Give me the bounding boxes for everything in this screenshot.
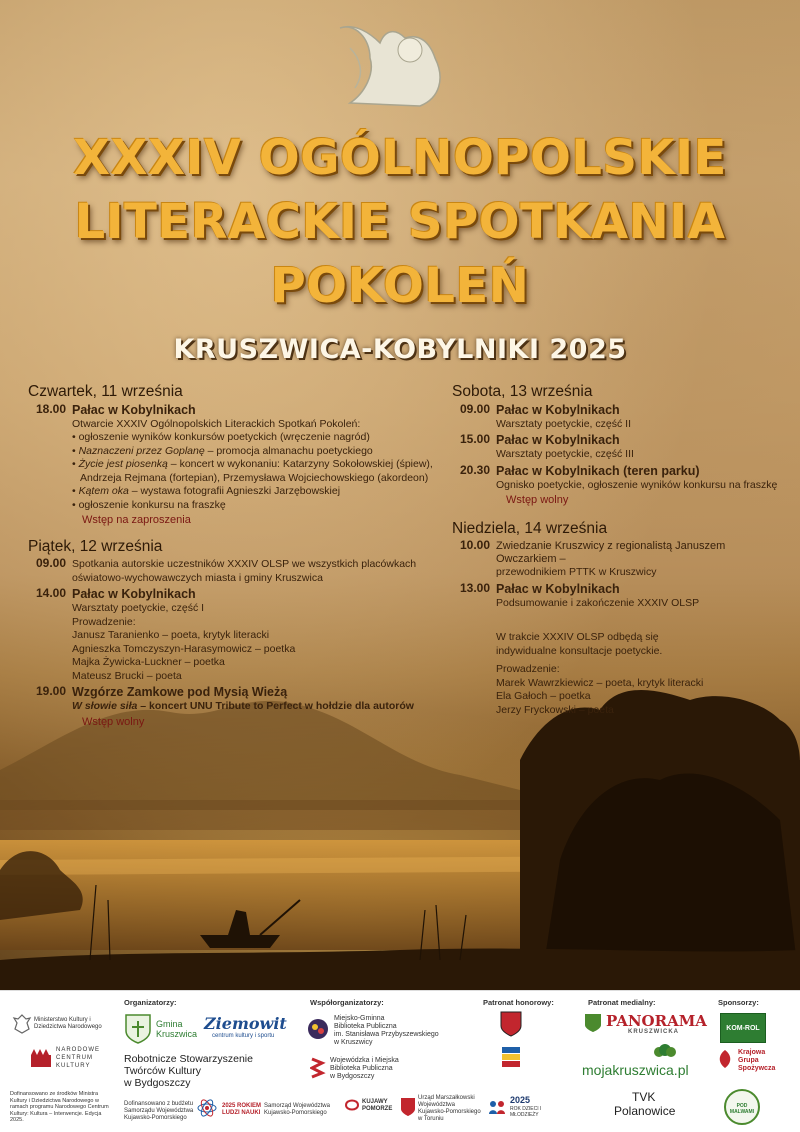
event	[452, 582, 782, 610]
event-place: Wzgórze Zamkowe pod Mysią Wieżą	[72, 685, 288, 699]
bullet-text: – promocja almanachu poetyckiego	[204, 444, 373, 457]
komrol-text: KOM-ROL	[726, 1025, 760, 1032]
kp-text: POMORZE	[362, 1106, 393, 1112]
kgs-leaf-icon	[716, 1049, 734, 1069]
event-place: Pałac w Kobylnikach	[496, 581, 620, 596]
event-location-year: KRUSZWICA-KOBYLNIKI 2025	[173, 334, 627, 365]
event-text: Prowadzenie:	[72, 615, 136, 628]
bullet-italic: Życie jest piosenką	[78, 458, 168, 470]
consultations-note	[496, 631, 782, 716]
event-text: Warsztaty poetyckie, część I	[72, 602, 205, 614]
event-text: Janusz Taranienko – poeta, krytyk literacki	[72, 629, 270, 641]
schedule-right-column	[452, 383, 782, 716]
nck-text: CENTRUM	[56, 1055, 93, 1061]
um-crest-icon	[400, 1097, 416, 1117]
event	[28, 685, 438, 728]
moja-kruszwica-icon	[652, 1043, 678, 1061]
day-heading: Czwartek, 11 września	[28, 383, 183, 400]
note-text: Marek Wawrzkiewicz – poeta, krytyk literacki	[496, 676, 704, 689]
entry-info: Wstęp wolny	[506, 494, 569, 506]
um-text: Województwa	[418, 1102, 455, 1108]
panorama-crest-icon	[584, 1013, 602, 1033]
event	[452, 433, 782, 461]
event-text-part: – koncert UNU Tribute to Perfect w hołdzie dla autorów	[137, 700, 414, 712]
sponsors-header: Sponsorzy:	[718, 998, 759, 1007]
event-time: 19.00	[36, 684, 67, 698]
budget-note: Samorządu Województwa	[124, 1108, 194, 1114]
title-line-3: POKOLEŃ	[270, 258, 530, 314]
event	[452, 539, 782, 579]
ziemowit-logo: Ziemowit	[204, 1014, 287, 1033]
media-patronage-header: Patronat medialny:	[588, 998, 656, 1007]
funding-note: Dofinansowano ze środków Ministra Kultury i Dziedzictwa Narodowego w ramach programu Narodowego Centrum Kultury: Kultura – Interwencje. Edycja 2025.	[10, 1091, 109, 1123]
people-icon	[488, 1099, 506, 1115]
event-text: Podsumowanie i zakończenie XXXIV OLSP	[496, 596, 700, 609]
event-bullet	[72, 499, 438, 512]
event	[452, 403, 782, 431]
rstk-name: Twórców Kultury	[124, 1065, 202, 1077]
day-heading: Niedziela, 14 września	[452, 519, 608, 537]
event-text: Warsztaty poetyckie, część II	[496, 417, 631, 430]
pod-malwami-logo	[724, 1089, 760, 1125]
event-place: Pałac w Kobylnikach	[72, 402, 196, 417]
event-time: 09.00	[36, 556, 67, 570]
event-text: Zwiedzanie Kruszwicy z regionalistą Januszem Owczarkiem –	[496, 540, 726, 565]
note-text: indywidualne konsultacje poetyckie.	[496, 644, 663, 657]
event-text: Agnieszka Tomczyszyn-Harasymowicz – poetka	[72, 642, 296, 655]
event-text: Majka Żywicka-Luckner – poetka	[72, 656, 225, 668]
wimbp-name: Biblioteka Publiczna	[330, 1065, 393, 1072]
gmina-crest-icon	[124, 1013, 152, 1045]
event-time: 20.30	[460, 462, 491, 477]
event-bullet	[72, 431, 438, 444]
mgbp-name: Biblioteka Publiczna	[334, 1023, 397, 1030]
pod-malwami-text: POD MALWAMI	[729, 1103, 755, 1115]
budget-note: Dofinansowano z budżetu	[124, 1101, 194, 1107]
ministry-name: Ministerstwo Kultury i Dziedzictwa Narodowego	[34, 1017, 102, 1030]
event	[28, 403, 438, 527]
honorary-patronage-header: Patronat honorowy:	[483, 998, 554, 1007]
coorganizers-header: Współorganizatorzy:	[310, 998, 384, 1007]
wimbp-name: w Bydgoszczy	[330, 1073, 375, 1080]
rstk-name: Robotnicze Stowarzyszenie	[124, 1053, 253, 1065]
event-time: 15.00	[460, 432, 491, 446]
kgs-text: Grupa	[738, 1057, 759, 1064]
event-text: Andrzeja Rejmana (fortepian), Przemysława Wojciechowskiego (akordeon)	[80, 471, 429, 484]
entry-info: Wstęp na zaproszenia	[82, 514, 191, 526]
event-text: oświatowo-wychowawczych miasta i gminy Kruszwica	[72, 571, 323, 584]
event-place: Pałac w Kobylnikach	[496, 433, 620, 447]
note-text: Jerzy Fryckowski – poeta	[496, 703, 614, 716]
mgbp-name: im. Stanisława Przybyszewskiego	[334, 1031, 439, 1038]
kp-text: KUJAWY	[362, 1099, 388, 1105]
event-text	[72, 700, 438, 713]
moja-kruszwica-logo: mojakruszwica.pl	[582, 1062, 689, 1078]
mgbp-name: w Kruszwicy	[334, 1039, 373, 1046]
event-time: 09.00	[460, 401, 491, 416]
samorzad-text: Kujawsko-Pomorskiego	[264, 1110, 327, 1116]
bullet-italic: Naznaczeni przez Goplanę	[78, 444, 205, 457]
event-text: przewodnikiem PTTK w Kruszwicy	[496, 566, 657, 578]
atom-icon	[196, 1097, 218, 1119]
um-text: Kujawsko-Pomorskiego	[418, 1109, 481, 1115]
year-2025-sub: ROK DZIECI I MŁODZIEŻY	[510, 1106, 542, 1118]
year-logo-text: 2025 ROKIEM	[222, 1103, 262, 1109]
samorzad-text: Samorząd Województwa	[264, 1103, 330, 1109]
bullet-text: – koncert w wykonaniu: Katarzyny Sokołowskiej (śpiew),	[167, 458, 433, 470]
tvk-text: Polanowice	[614, 1104, 676, 1118]
event-time: 18.00	[36, 401, 67, 416]
nck-text: KULTURY	[56, 1063, 91, 1069]
um-text: w Toruniu	[418, 1116, 444, 1122]
kgs-text: Spożywcza	[738, 1065, 776, 1072]
entry-info: Wstęp wolny	[82, 715, 145, 728]
year-logo-text: LUDZI NAUKI	[222, 1110, 261, 1116]
event-bullet	[72, 485, 438, 498]
wimbp-logo-icon	[310, 1057, 326, 1079]
wimbp-name: Wojewódzka i Miejska	[330, 1057, 399, 1064]
kgs-text: Krajowa	[738, 1049, 766, 1056]
komrol-logo	[720, 1013, 766, 1043]
event-place: Pałac w Kobylnikach	[72, 587, 196, 601]
event-text: Mateusz Brucki – poeta	[72, 669, 182, 682]
bullet-italic: Kątem oka	[78, 485, 129, 497]
um-text: Urząd Marszałkowski	[418, 1095, 475, 1101]
event-text: Ognisko poetyckie, ogłoszenie wyników konkursu na fraszkę	[496, 478, 778, 491]
day-heading: Sobota, 13 września	[452, 383, 593, 400]
bullet-text: – wystawa fotografii Agnieszki Jarzębowskiej	[128, 485, 341, 497]
year-2025-text: 2025	[510, 1095, 531, 1105]
event-time: 14.00	[36, 586, 67, 600]
mgbp-name: Miejsko-Gminna	[334, 1015, 385, 1022]
panorama-sub: KRUSZWICKA	[628, 1029, 679, 1035]
title-line-2: LITERACKIE SPOTKANIA	[74, 194, 726, 250]
note-text: Prowadzenie:	[496, 663, 560, 675]
event-text: Otwarcie XXXIV Ogólnopolskich Literackich Spotkań Pokoleń:	[72, 417, 361, 430]
rstk-name: w Bydgoszczy	[124, 1077, 191, 1089]
honorary-badge-icon	[500, 1045, 522, 1069]
event-text: Warsztaty poetyckie, część III	[496, 448, 634, 460]
nck-text: NARODOWE	[56, 1047, 100, 1053]
angel-sculpture-image	[330, 18, 450, 108]
event-bullet	[72, 458, 438, 471]
event	[28, 587, 438, 682]
honorary-crest-icon	[500, 1011, 522, 1037]
bullet-text: ogłoszenie konkursu na fraszkę	[78, 498, 226, 511]
event-time: 13.00	[460, 580, 491, 595]
event-bullet	[72, 445, 438, 458]
gmina-label: Kruszwica	[156, 1029, 198, 1039]
panorama-logo: PANORAMA	[606, 1012, 707, 1030]
title-line-1: XXXIV OGÓLNOPOLSKIE	[73, 130, 727, 186]
note-text: W trakcie XXXIV OLSP odbędą się	[496, 631, 659, 643]
budget-note: Kujawsko-Pomorskiego	[124, 1115, 187, 1121]
note-text: Ela Gałoch – poetka	[496, 690, 591, 702]
ziemowit-sub: centrum kultury i sportu	[212, 1033, 275, 1039]
gmina-label: Gmina	[156, 1019, 183, 1029]
event-place: Pałac w Kobylnikach (teren parku)	[496, 463, 700, 478]
day-heading: Piątek, 12 września	[28, 537, 163, 555]
event	[28, 557, 438, 584]
event-place: Pałac w Kobylnikach	[496, 402, 620, 417]
sponsors-strip	[0, 990, 800, 1132]
nck-logo-icon	[30, 1047, 52, 1069]
organizers-header: Organizatorzy:	[124, 998, 177, 1007]
event-time: 10.00	[460, 538, 491, 552]
schedule-left-column	[28, 383, 438, 728]
event-italic: W słowie siła	[72, 700, 138, 712]
library-logo-icon	[306, 1017, 330, 1041]
event-text: Spotkania autorskie uczestników XXXIV OLSP we wszystkich placówkach	[72, 558, 417, 570]
event	[452, 464, 782, 507]
bullet-text: ogłoszenie wyników konkursów poetyckich (wręczenie nagród)	[78, 431, 370, 443]
kujawy-pomorze-icon	[344, 1097, 360, 1113]
eagle-emblem-icon	[12, 1013, 32, 1035]
tvk-text: TVK	[632, 1090, 656, 1104]
